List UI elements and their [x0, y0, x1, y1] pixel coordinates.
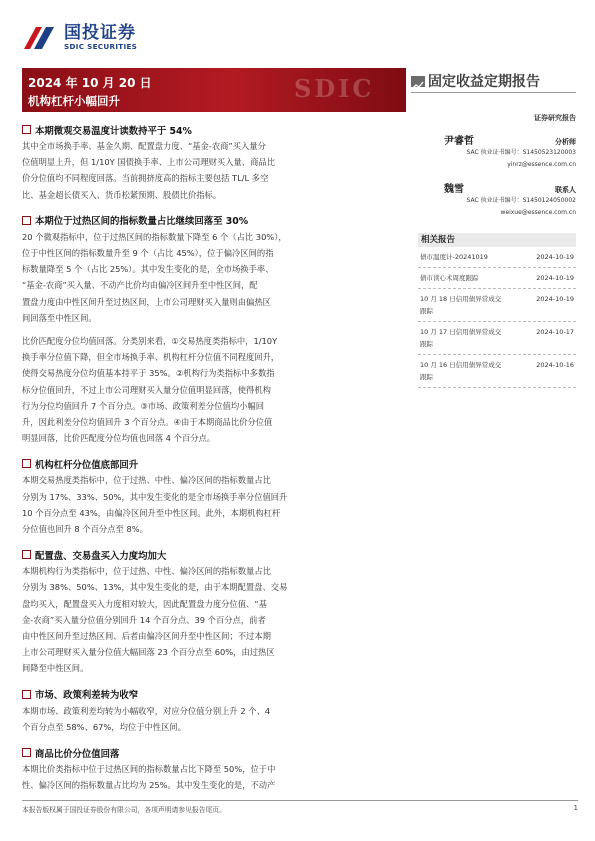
author-name: 尹睿哲 [444, 136, 474, 147]
section-heading-text: 本期位于过热区间的指标数量占比继续回落至 30% [35, 216, 249, 228]
section-heading [22, 456, 406, 471]
section-heading [22, 122, 406, 137]
paragraph: 本期市场、政策利差均转为小幅收窄，对应分位值分别上升 2 个、4 个百分点至 58%、67%，均位于中性区间。 [22, 705, 271, 732]
report-date: 2024 年 10 月 20 日 [28, 76, 152, 90]
related-report-date: 2024-10-19 [536, 253, 574, 261]
paragraph: 本期机构行为类指标中，位于过热、中性、偏冷区间的指标数量占比 分别为 38%、50%、13%，其中发生变化的是，由于本期配置盘、交易 盘均买入，配置盘买入力度相对较大，因此配置盘力度分位值、“基 金-农商”买入量分位值分别回升 14 个百分点、39 个百分点，前者 由中性区间升至过热区间、后者由偏冷区间升至中性区间；不过本期 上市公司理财买入量分位值大幅回落 23 个百分点至 60%，由过热区 间降至中性区间。 [22, 566, 288, 674]
bullet-square-icon [22, 125, 31, 134]
author-role: 联系人 [555, 186, 576, 194]
bullet-square-icon [22, 550, 31, 559]
title-banner [22, 68, 406, 112]
page-number: 1 [573, 804, 578, 812]
paragraph: 本期比价类指标中位于过热区间的指标数量占比下降至 50%，位于中 性、偏冷区间的指标数量占比均为 25%。其中发生变化的是，不动产 [22, 764, 276, 791]
related-report-date: 2024-10-19 [536, 295, 574, 303]
section-heading-text: 配置盘、交易盘买入力度均加大 [35, 550, 167, 562]
footer-disclaimer: 本报告版权属于国投证券股份有限公司，各项声明请参见报告尾页。 [22, 806, 226, 814]
related-report-title[interactable]: 10 月 18 日信用债异常成交 跟踪 [420, 295, 502, 315]
bullet-square-icon [22, 690, 31, 699]
sidebar [418, 113, 576, 388]
paragraph: 20 个微观指标中，位于过热区间的指标数量下降至 6 个（占比 30%）， 位于中性区间的指标数量升至 9 个（占比 45%），位于偏冷区间的指 标数量降至 5 个（占比 25%）。其中发生变化的是，全市场换手率、 “基金-农商”买入量、不动产比价均由偏冷区间升至中性区间，配 置盘力度由中性区间升至过热区间，上市公司理财买入量则由偏热区 间回落至中性区间。 [22, 231, 287, 323]
related-report-item[interactable] [418, 322, 576, 355]
related-report-date: 2024-10-16 [536, 361, 574, 369]
related-report-item[interactable] [418, 289, 576, 322]
section-heading-text: 本期微观交易温度计读数持平于 54% [35, 125, 192, 137]
related-report-title[interactable]: 10 月 16 日信用债异常成交 跟踪 [420, 361, 502, 381]
related-report-title[interactable]: 债市读心术周度跟踪 [420, 274, 479, 282]
author-role: 分析师 [555, 138, 576, 146]
banner-watermark: SDIC [294, 74, 375, 103]
bullet-square-icon [22, 748, 31, 757]
related-report-item[interactable] [418, 355, 576, 388]
paragraph: 本期交易热度类指标中，位于过热、中性、偏冷区间的指标数量占比 分别为 17%、33%、50%，其中发生变化的是全市场换手率分位值回升 10 个百分点至 43%，由偏冷区间升至中性区间。此外，本期机构杠杆 分位值也回升 8 个百分点至 8%。 [22, 475, 288, 535]
chart-icon [411, 76, 425, 87]
related-reports-heading: 相关报告 [418, 233, 576, 247]
author-email[interactable]: yinrz@essence.com.cn [507, 161, 576, 168]
related-report-date: 2024-10-19 [536, 274, 574, 282]
related-report-title[interactable]: 债市温度计-20241019 [420, 253, 488, 261]
page-footer [22, 800, 578, 814]
report-type [411, 70, 576, 93]
section-heading [22, 547, 406, 562]
section-heading [22, 687, 406, 702]
section-heading-text: 市场、政策利差转为收窄 [35, 690, 139, 702]
logo-icon [22, 25, 56, 51]
author-license: SAC 执业证书编号：S1450124050002 [466, 197, 576, 204]
report-type-label: 固定收益定期报告 [428, 74, 540, 90]
author [418, 180, 576, 195]
author [418, 132, 576, 147]
report-tag: 证券研究报告 [534, 114, 576, 122]
related-report-title[interactable]: 10 月 17 日信用债异常成交 跟踪 [420, 328, 502, 348]
bullet-square-icon [22, 216, 31, 225]
section-heading [22, 213, 406, 228]
author-name: 魏雪 [444, 184, 464, 195]
author-license: SAC 执业证书编号：S1450523120003 [466, 149, 576, 156]
main-body [22, 118, 406, 794]
paragraph: 其中全市场换手率、基金久期、配置盘力度、“基金-农商”买入量分 位值明显上升，但 1/10Y 国债换手率、上市公司理财买入量、商品比 价分位值均不同程度回落。当前拥挤度高的指标主要包括 TL/L 多空 比、基金超长债买入、货币松紧预期、股债比价指标。 [22, 141, 275, 200]
brand-name-cn: 国投证券 [64, 23, 136, 43]
section-heading [22, 745, 406, 760]
paragraph: 比价匹配度分位均值回落。分类别来看，①交易热度类指标中，1/10Y 换手率分位值下降，但全市场换手率、机构杠杆分位值不同程度回升， 使得交易热度分位均值基本持平于 35%。②机构行为类指标中多数指 标分位值回升，不过上市公司理财买入量分位值明显回落，使得机构 行为分位均值回升 7 个百分点。③市场、政策利差分位值均小幅回 升，因此利差分位均值回升 3 个百分点。④由于本期商品比价分位值 明显回落，比价匹配度分位均值也回落 4 个百分点。 [22, 336, 280, 444]
related-report-date: 2024-10-17 [536, 328, 574, 336]
related-report-item[interactable] [418, 247, 576, 268]
section-heading-text: 商品比价分位值回落 [35, 748, 120, 760]
section-heading-text: 机构杠杆分位值底部回升 [35, 459, 139, 471]
related-report-item[interactable] [418, 268, 576, 289]
brand-name-en: SDIC SECURITIES [64, 42, 138, 51]
report-title: 机构杠杆小幅回升 [28, 94, 120, 108]
brand-logo [22, 24, 137, 51]
author-email[interactable]: weixue@essence.com.cn [500, 209, 576, 216]
bullet-square-icon [22, 459, 31, 468]
